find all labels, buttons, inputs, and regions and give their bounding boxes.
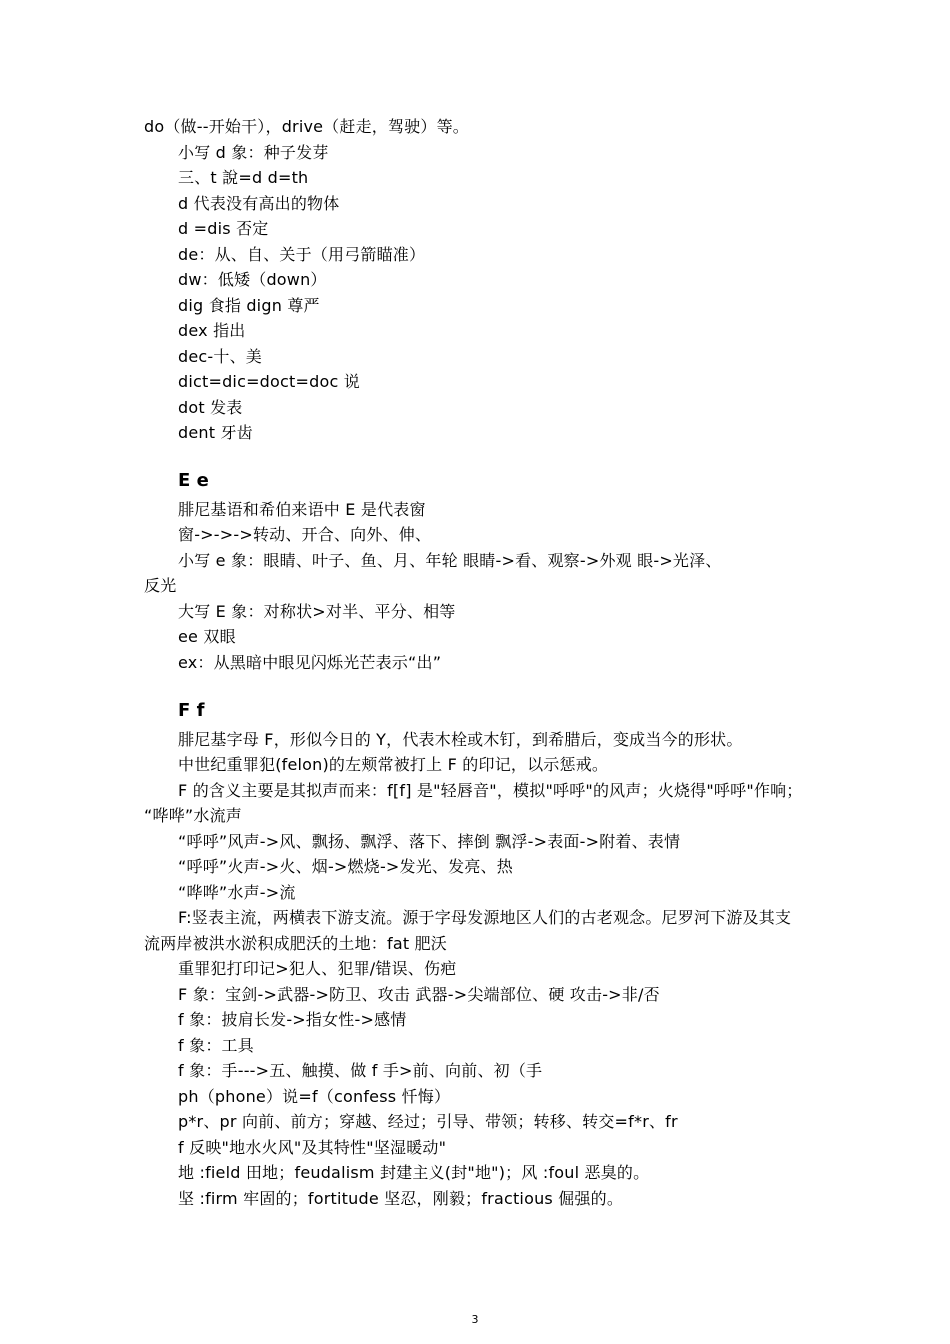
- text-line: 流两岸被洪水淤积成肥沃的土地：fat 肥沃: [144, 934, 447, 953]
- text-line: dot 发表: [178, 398, 243, 417]
- text-line: ee 双眼: [178, 627, 236, 646]
- text-line: F 的含义主要是其拟声而来：f[f] 是"轻唇音"，模拟"呼呼"的风声；火烧得"呼呼"作响；: [178, 781, 803, 800]
- text-line: 腓尼基字母 F，形似今日的 Y，代表木栓或木钉，到希腊后，变成当今的形状。: [178, 730, 743, 749]
- text-line: “呼呼”风声->风、飘扬、飘浮、落下、摔倒 飘浮->表面->附着、表情: [178, 832, 681, 851]
- text-line: “呼呼”火声->火、烟->燃烧->发光、发亮、热: [178, 857, 513, 876]
- text-line: ph（phone）说=f（confess 忏悔）: [178, 1087, 451, 1106]
- text-line: 中世纪重罪犯(felon)的左颊常被打上 F 的印记，以示惩戒。: [178, 755, 609, 774]
- text-line: 大写 E 象：对称状>对半、平分、相等: [178, 602, 456, 621]
- text-line: f 象：手--->五、触摸、做 f 手>前、向前、初（手: [178, 1061, 543, 1080]
- text-line: 窗->->->转动、开合、向外、伸、: [178, 525, 432, 544]
- text-line: dex 指出: [178, 321, 246, 340]
- text-line: F:竖表主流，两横表下游支流。源于字母发源地区人们的古老观念。尼罗河下游及其支: [178, 908, 792, 927]
- text-line: “哗哗”水流声: [144, 806, 242, 825]
- text-line: 三、t 說=d d=th: [178, 168, 309, 187]
- text-line: dw：低矮（down）: [178, 270, 327, 289]
- text-line: d 代表没有高出的物体: [178, 194, 340, 213]
- text-line: dec-十、美: [178, 347, 262, 366]
- text-line: ex：从黑暗中眼见闪烁光芒表示“出”: [178, 653, 442, 672]
- text-line: dent 牙齿: [178, 423, 253, 442]
- section-heading-f: F f: [178, 700, 205, 721]
- text-line: 小写 d 象：种子发芽: [178, 143, 329, 162]
- text-line: 地 :field 田地；feudalism 封建主义(封"地")；风 :foul 恶臭的。: [178, 1163, 650, 1182]
- text-line: do（做--开始干），drive（赶走，驾驶）等。: [144, 117, 469, 136]
- page-number: 3: [471, 1313, 479, 1326]
- text-line: f 象：披肩长发->指女性->感情: [178, 1010, 407, 1029]
- text-line: de：从、自、关于（用弓箭瞄准）: [178, 245, 426, 264]
- text-line: f 反映"地水火风"及其特性"坚湿暖动": [178, 1138, 447, 1157]
- text-line: 坚 :firm 牢固的；fortitude 坚忍，刚毅；fractious 倔强的。: [178, 1189, 624, 1208]
- text-line: F 象：宝剑->武器->防卫、攻击 武器->尖端部位、硬 攻击->非/否: [178, 985, 660, 1004]
- text-line: p*r、pr 向前、前方；穿越、经过；引导、带领；转移、转交=f*r、fr: [178, 1112, 678, 1131]
- text-line: dig 食指 dign 尊严: [178, 296, 320, 315]
- text-line: 重罪犯打印记>犯人、犯罪/错误、伤疤: [178, 959, 457, 978]
- text-line: 腓尼基语和希伯来语中 E 是代表窗: [178, 500, 426, 519]
- text-line: 反光: [144, 576, 177, 595]
- text-line: 小写 e 象：眼睛、叶子、鱼、月、年轮 眼睛->看、观察->外观 眼->光泽、: [178, 551, 722, 570]
- section-heading-e: E e: [178, 470, 209, 491]
- text-line: f 象：工具: [178, 1036, 254, 1055]
- text-line: dict=dic=doct=doc 说: [178, 372, 360, 391]
- text-line: “哗哗”水声->流: [178, 883, 296, 902]
- text-line: d =dis 否定: [178, 219, 269, 238]
